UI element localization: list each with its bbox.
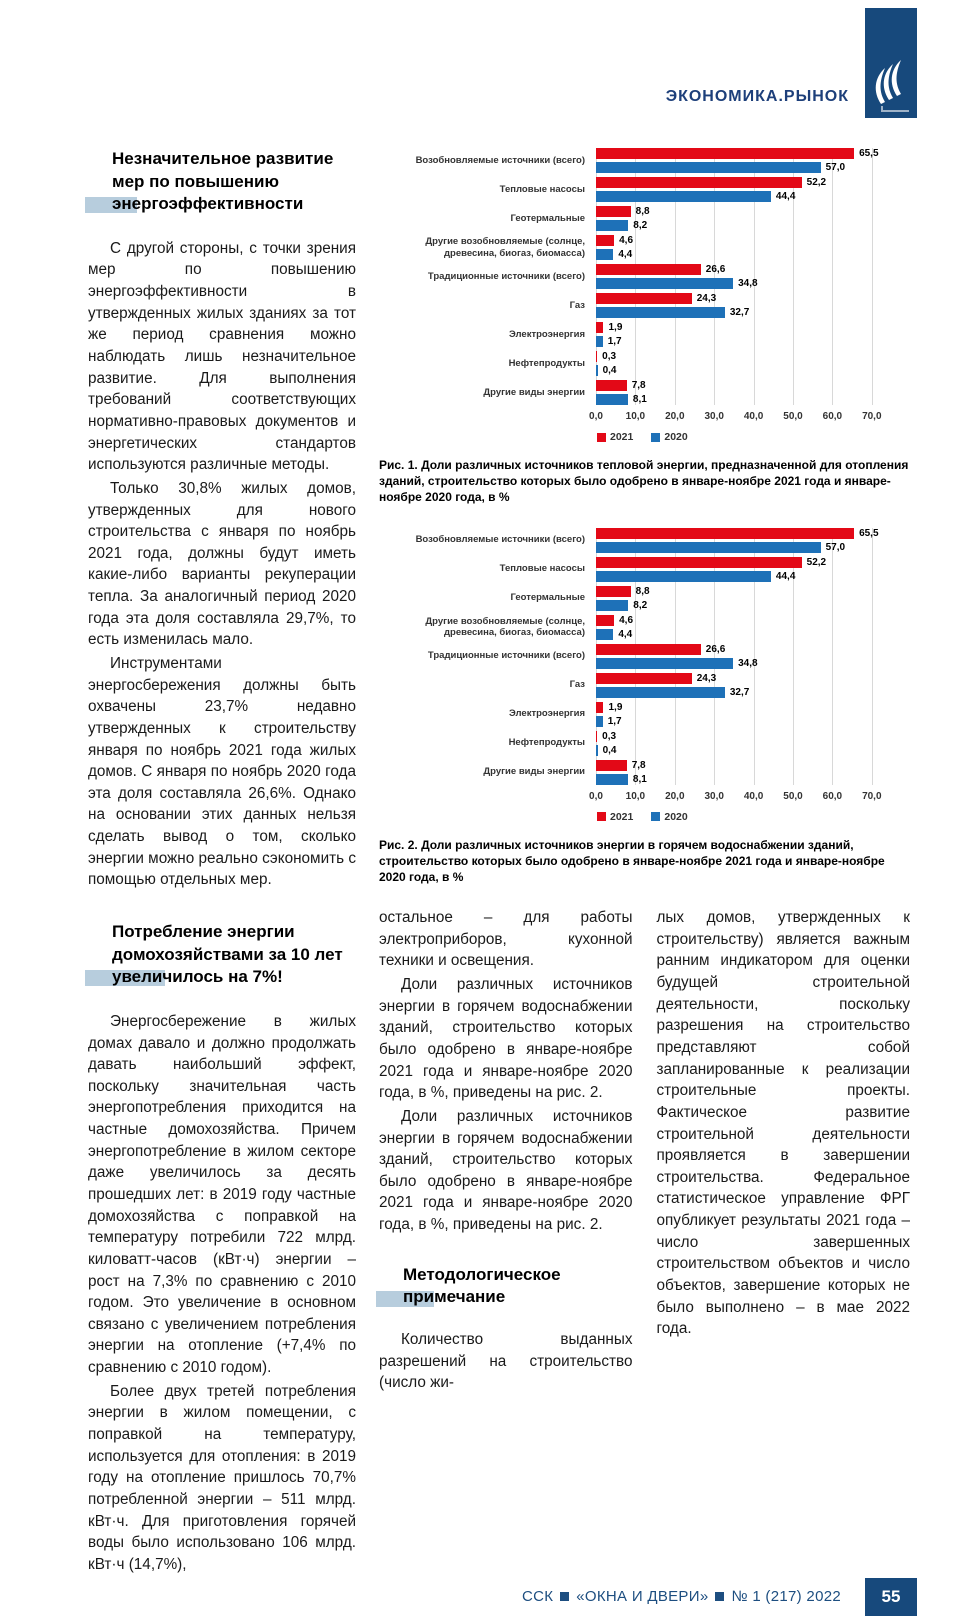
value-label: 52,2 <box>806 177 827 188</box>
category-label: Возобновляемые источники (всего) <box>415 534 585 546</box>
axis-tick-label: 40,0 <box>743 790 764 802</box>
chart-row <box>379 731 910 756</box>
bar-2021 <box>596 206 631 217</box>
value-label: 4,4 <box>618 628 633 640</box>
axis-tick-label: 0,0 <box>589 790 603 802</box>
chart-row <box>379 644 910 669</box>
category-label: Тепловые насосы <box>499 183 585 195</box>
value-label: 24,3 <box>696 672 717 684</box>
left-column <box>88 148 356 1578</box>
value-label: 65,5 <box>859 527 879 539</box>
axis-tick-label: 30,0 <box>704 411 724 422</box>
bottom-columns <box>379 907 910 1396</box>
chart-row <box>379 177 910 202</box>
value-label: 0,3 <box>602 730 617 742</box>
x-axis <box>379 411 910 427</box>
bar-2020 <box>596 365 598 376</box>
bar-2020 <box>596 307 725 318</box>
legend-swatch-icon <box>597 433 606 442</box>
axis-tick-label: 70,0 <box>862 411 882 422</box>
value-label: 0,3 <box>602 351 617 362</box>
imprint-publisher: ССК <box>521 1588 554 1606</box>
axis-tick-label: 20,0 <box>665 790 685 802</box>
bar-2021 <box>596 557 802 568</box>
chart-row <box>379 702 910 727</box>
chart-row <box>379 206 910 231</box>
chart-row <box>379 760 910 785</box>
bar-2020 <box>596 600 628 611</box>
category-label: Газ <box>569 299 585 311</box>
bar-2021 <box>596 673 692 684</box>
value-label: 34,8 <box>738 657 758 669</box>
value-label: 32,7 <box>729 307 750 318</box>
value-label: 52,2 <box>806 556 827 568</box>
chart-row <box>379 322 910 347</box>
value-label: 7,8 <box>631 380 646 391</box>
chart-plot-area <box>379 148 910 405</box>
axis-tick-label: 60,0 <box>822 790 843 802</box>
value-label: 8,8 <box>635 206 650 217</box>
right-column <box>657 907 911 1396</box>
section-label: ЭКОНОМИКА.РЫНОК <box>665 88 849 105</box>
bar-2020 <box>596 687 725 698</box>
value-label: 65,5 <box>859 148 879 159</box>
axis-tick-label: 30,0 <box>704 790 724 802</box>
bar-2020 <box>596 249 613 260</box>
middle-column <box>379 907 633 1396</box>
body-paragraph: Количество выданных разрешений на строительство (число жи- <box>379 1330 633 1392</box>
bar-2020 <box>596 774 628 785</box>
bar-2020 <box>596 162 821 173</box>
body-paragraph: Энергосбережение в жилых домах давало и должно продолжать давать наибольший эффект, поскольку значительная часть энергопотребления приходится на частные домохозяйства. Причем энергопотребление в жилом секторе даже увеличилось за десять прошедших лет: в 2019 году частные домохозяйства с поправкой на температуру потребили 722 млрд. киловатт-часов (кВт·ч) энергии – рост на 7,3% по сравнению с 2010 годом. Это увеличение в основном связано с увеличением потребления энергии на отопление (+7,4% по сравнению с 2010 годом). <box>88 1012 356 1377</box>
body-paragraph: С другой стороны, с точки зрения мер по повышению энергоэффективности в утвержденных жилых зданиях за тот же период сравнения можно наблюдать лишь незначительное развитие. Для выполнения требований соответствующих нормативно-правовых документов и энергетических стандартов используются различные методы. <box>88 239 356 474</box>
value-label: 0,4 <box>602 744 617 756</box>
bar-2020 <box>596 278 733 289</box>
axis-tick-label: 50,0 <box>783 411 803 422</box>
square-bullet-icon <box>560 1592 569 1601</box>
bar-2021 <box>596 586 631 597</box>
value-label: 57,0 <box>825 162 846 173</box>
bar-2020 <box>596 716 603 727</box>
main-column <box>379 148 910 1578</box>
logo-swoosh-icon <box>865 8 917 118</box>
category-label: Традиционные источники (всего) <box>427 270 585 282</box>
bar-2021 <box>596 702 603 713</box>
chart-row <box>379 351 910 376</box>
value-label: 1,9 <box>608 322 623 333</box>
heading-energy-efficiency <box>88 148 356 216</box>
bar-2020 <box>596 191 771 202</box>
value-label: 8,1 <box>632 773 647 785</box>
axis-tick-label: 10,0 <box>625 411 646 422</box>
legend-item-2021: 2021 <box>597 431 633 443</box>
heading-household-consumption <box>88 921 356 989</box>
value-label: 1,7 <box>607 715 622 727</box>
heading-methodology-note <box>379 1264 633 1309</box>
body-paragraph: Инструментами энергосбережения должны быть охвачены 23,7% недавно утвержденных к строительству января по ноябрь 2021 года жилых домов. С января по ноябрь 2020 года эта доля составляла 26,6%. Однако на основании этих данных нельзя сделать вывод о том, сколько энергии можно реально сэкономить с помощью отдельных мер. <box>88 655 356 889</box>
chart-legend <box>597 431 910 443</box>
value-label: 1,9 <box>608 701 623 713</box>
heading-line: увеличилось на 7%! <box>112 967 283 987</box>
axis-tick-label: 10,0 <box>625 790 646 802</box>
bar-2021 <box>596 528 854 539</box>
value-label: 4,4 <box>618 249 633 260</box>
chart-row <box>379 528 910 553</box>
bar-2021 <box>596 264 701 275</box>
imprint-title: «ОКНА И ДВЕРИ» <box>576 1588 709 1606</box>
chart-row <box>379 235 910 260</box>
value-label: 8,8 <box>635 585 650 597</box>
value-label: 24,3 <box>696 293 717 304</box>
chart-row <box>379 557 910 582</box>
value-label: 26,6 <box>705 264 726 275</box>
value-label: 34,8 <box>738 278 758 289</box>
value-label: 32,7 <box>729 686 750 698</box>
body-paragraph: Доли различных источников энергии в горячем водоснабжении зданий, строительство которых было одобрено в январе-ноябре 2021 года и январе-ноябре 2020 года, в %, приведены на рис. 2. <box>379 976 633 1102</box>
axis-tick-label: 50,0 <box>783 790 803 802</box>
square-bullet-icon <box>715 1592 724 1601</box>
chart-row <box>379 380 910 405</box>
category-label: Геотермальные <box>510 212 585 224</box>
category-label: Другие возобновляемые (солнце, древесина, биогаз, биомасса) <box>425 236 585 259</box>
bar-2021 <box>596 351 597 362</box>
value-label: 0,4 <box>602 365 617 376</box>
value-label: 44,4 <box>775 191 796 202</box>
axis-tick-label: 70,0 <box>862 790 882 802</box>
body-paragraph: лых домов, утвержденных к строительству) является важным ранним индикатором для оценки будущей строительной деятельности, поскольку разрешения на строительство представляют собой запланированные к реализации строительные проекты. Фактическое развитие строительной деятельности проявляется в завершении строительства. Федеральное статистическое управление ФРГ опубликует результаты 2021 года – число завершенных строительством объектов и число объектов, завершение которых не было выполнено – в мае 2022 года. <box>656 909 910 1338</box>
value-label: 57,0 <box>825 541 846 553</box>
value-label: 8,2 <box>633 220 648 231</box>
category-label: Геотермальные <box>510 592 585 604</box>
bar-2020 <box>596 571 771 582</box>
legend-item-2021: 2021 <box>597 811 633 823</box>
heading-line: энергоэффективности <box>112 194 304 214</box>
category-label: Другие виды энергии <box>483 766 585 778</box>
chart-row <box>379 264 910 289</box>
bar-2020 <box>596 745 598 756</box>
page-footer <box>88 1578 910 1616</box>
bar-2020 <box>596 629 613 640</box>
bar-2020 <box>596 336 603 347</box>
axis-tick-label: 40,0 <box>743 411 764 422</box>
figure-1-caption: Рис. 1. Доли различных источников тепловой энергии, предназначенной для отопления зданий, строительство которых было одобрено в январе-ноябре 2021 года и январе-ноябре 2020 года, в % <box>379 458 909 505</box>
category-label: Другие виды энергии <box>483 386 585 398</box>
bar-2021 <box>596 380 627 391</box>
category-label: Электроэнергия <box>508 328 585 340</box>
imprint-issue: № 1 (217) 2022 <box>731 1588 841 1606</box>
page-header <box>88 0 910 118</box>
value-label: 8,1 <box>632 394 647 405</box>
chart-plot-area <box>379 528 910 785</box>
legend-swatch-icon <box>597 812 606 821</box>
bar-2020 <box>596 542 821 553</box>
page-content <box>88 148 910 1578</box>
legend-swatch-icon <box>651 433 660 442</box>
bar-2021 <box>596 731 597 742</box>
value-label: 1,7 <box>607 336 622 347</box>
axis-tick-label: 20,0 <box>665 411 685 422</box>
axis-tick-label: 0,0 <box>589 411 603 422</box>
footer-imprint <box>522 1588 841 1605</box>
heading-line: Методологическое <box>403 1264 561 1284</box>
bar-2021 <box>596 235 614 246</box>
category-label: Возобновляемые источники (всего) <box>415 154 585 166</box>
heading-line: примечание <box>403 1287 506 1307</box>
value-label: 8,2 <box>633 599 648 611</box>
category-label: Нефтепродукты <box>508 357 585 369</box>
body-paragraph: остальное – для работы электроприборов, кухонной техники и освещения. <box>379 909 633 970</box>
category-label: Традиционные источники (всего) <box>427 650 585 662</box>
bar-2021 <box>596 615 614 626</box>
bar-2020 <box>596 658 733 669</box>
value-label: 4,6 <box>619 614 634 626</box>
bar-2021 <box>596 177 802 188</box>
heading-line: Незначительное развитие <box>112 149 334 168</box>
bar-2021 <box>596 148 854 159</box>
body-paragraph: Только 30,8% жилых домов, утвержденных для нового строительства с января по ноябрь 2021 года, должны будут иметь какие-либо варианты рекуперации тепла. За аналогичный период 2020 года эта доля составляла 29,7%, то есть изменилась мало. <box>88 479 356 649</box>
body-paragraph: Более двух третей потребления энергии в жилом помещении, с поправкой на температуру, используется для отопления: в 2019 году на отопление пришлось 70,7% потребленной энергии – 511 млрд. кВт·ч. Для приготовления горячей воды было использовано 106 млрд. кВт·ч (14,7%), <box>88 1382 356 1573</box>
category-label: Нефтепродукты <box>508 737 585 749</box>
chart-legend <box>597 811 910 823</box>
body-paragraph: Доли различных источников энергии в горячем водоснабжении зданий, строительство которых было одобрено в январе-ноябре 2021 года и январе-ноябре 2020 года, в %, приведены на рис. 2. <box>379 1107 633 1234</box>
chart-row <box>379 586 910 611</box>
bar-2020 <box>596 220 628 231</box>
legend-item-2020: 2020 <box>651 811 687 823</box>
heading-line: мер по повышению <box>112 171 279 191</box>
publisher-logo <box>865 8 917 118</box>
value-label: 44,4 <box>775 570 796 582</box>
bar-2021 <box>596 293 692 304</box>
page-number-badge: 55 <box>865 1578 917 1616</box>
legend-swatch-icon <box>651 812 660 821</box>
chart-row <box>379 615 910 640</box>
figure-1-chart <box>379 148 910 443</box>
heading-line: Потребление энергии <box>112 922 295 942</box>
chart-row <box>379 293 910 318</box>
category-label: Тепловые насосы <box>499 563 585 575</box>
bar-2020 <box>596 394 628 405</box>
value-label: 4,6 <box>619 235 634 246</box>
chart-row <box>379 673 910 698</box>
heading-line: домохозяйствами за 10 лет <box>112 944 343 964</box>
category-label: Газ <box>569 679 585 691</box>
bar-2021 <box>596 644 701 655</box>
figure-2-caption: Рис. 2. Доли различных источников энергии в горячем водоснабжении зданий, строительство которых было одобрено в январе-ноябре 2021 года и январе-ноябре 2020 года, в % <box>379 837 885 884</box>
bar-2021 <box>596 322 603 333</box>
category-label: Другие возобновляемые (солнце, древесина, биогаз, биомасса) <box>425 615 585 639</box>
x-axis <box>379 791 910 807</box>
bar-2021 <box>596 760 627 771</box>
value-label: 26,6 <box>705 643 726 655</box>
figure-2-chart <box>379 528 910 823</box>
legend-item-2020: 2020 <box>651 431 687 443</box>
value-label: 7,8 <box>631 759 646 771</box>
chart-row <box>379 148 910 173</box>
axis-tick-label: 60,0 <box>822 411 843 422</box>
category-label: Электроэнергия <box>508 708 585 720</box>
